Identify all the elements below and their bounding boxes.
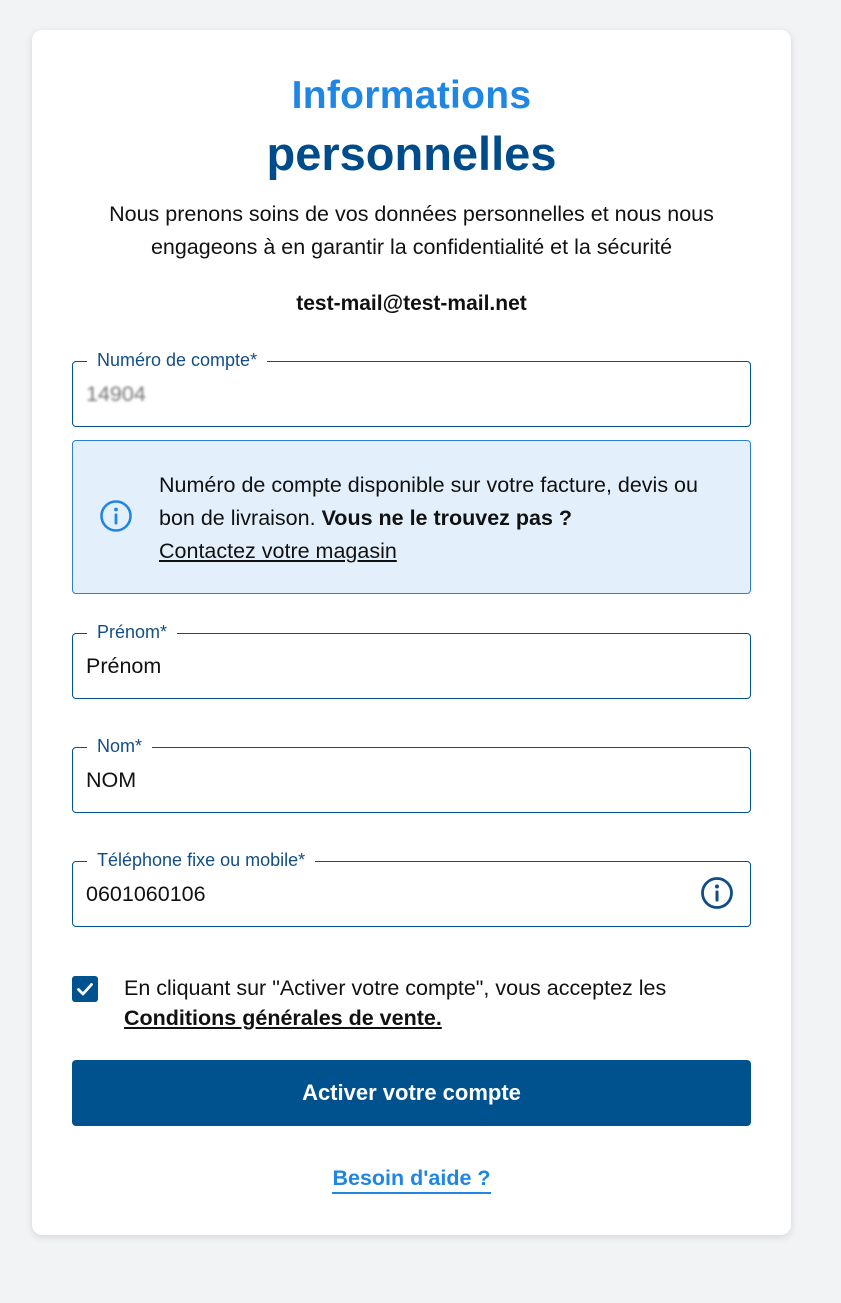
page-title-line1: Informations (291, 74, 532, 117)
notice-body: Numéro de compte disponible sur votre facture, devis ou bon de livraison. (159, 473, 698, 530)
first-name-input[interactable] (86, 648, 666, 684)
terms-consent-text (124, 973, 744, 1033)
account-number-field (72, 350, 751, 427)
phone-info-icon[interactable] (700, 876, 734, 910)
last-name-field (72, 736, 751, 813)
notice-bold: Vous ne le trouvez pas ? (321, 506, 573, 530)
help-link[interactable]: Besoin d'aide ? (332, 1166, 490, 1194)
consent-text: En cliquant sur "Activer votre compte", vous acceptez les (124, 976, 667, 1000)
page-title-line2: personnelles (266, 127, 557, 180)
info-icon (99, 499, 133, 533)
last-name-input[interactable] (86, 762, 666, 798)
terms-link[interactable]: Conditions générales de vente. (124, 1006, 442, 1030)
phone-label: Téléphone fixe ou mobile* (87, 848, 315, 872)
last-name-label: Nom* (87, 734, 152, 758)
help-section (32, 1166, 791, 1191)
account-number-label: Numéro de compte* (87, 348, 267, 372)
notice-text (159, 469, 729, 568)
terms-checkbox[interactable] (72, 976, 98, 1002)
phone-input[interactable] (86, 876, 666, 912)
first-name-field (72, 622, 751, 699)
user-email: test-mail@test-mail.net (296, 292, 527, 315)
contact-store-link[interactable]: Contactez votre magasin (159, 539, 397, 563)
activate-account-button[interactable]: Activer votre compte (72, 1060, 751, 1126)
form-card (32, 30, 791, 1235)
page-subtitle: Nous prenons soins de vos données personnelles et nous nous engageons à en garantir la confidentialité et la sécurité (109, 202, 714, 259)
check-icon (75, 979, 95, 999)
account-number-input[interactable] (86, 376, 666, 412)
first-name-label: Prénom* (87, 620, 177, 644)
account-number-notice (72, 440, 751, 594)
phone-field (72, 850, 751, 927)
